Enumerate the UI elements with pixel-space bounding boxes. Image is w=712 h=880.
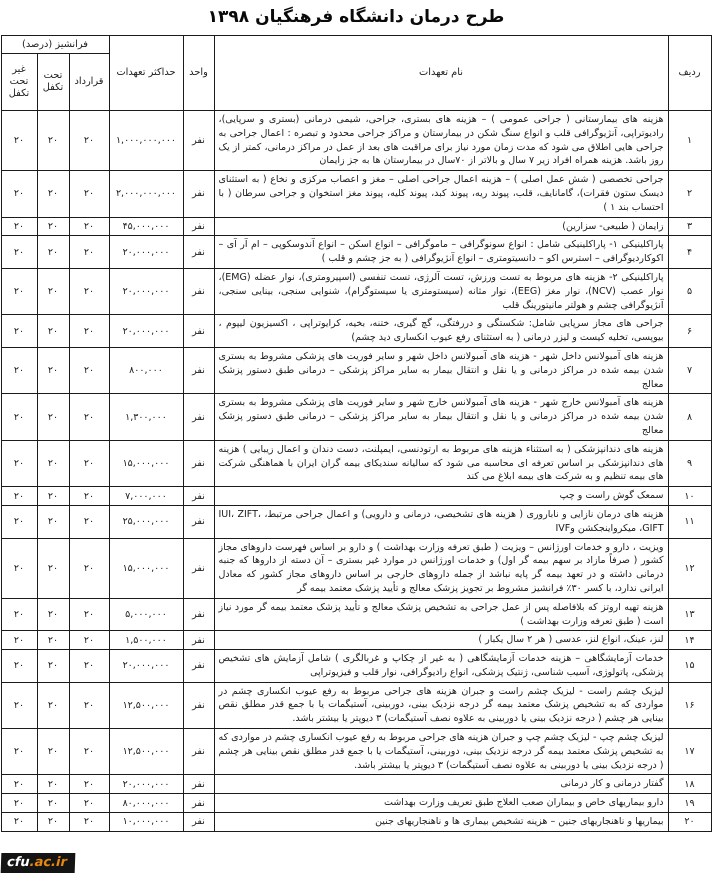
max-amount-cell: ۱۲,۵۰۰,۰۰۰ <box>109 729 183 775</box>
unit-cell: نفر <box>183 171 214 217</box>
table-row <box>1 315 711 348</box>
header-commitment-name: نام تعهدات <box>214 36 668 111</box>
commitment-text-cell: هزینه های بیمارستانی ( جراحی عمومی ) – هزینه های بستری، جراحی، شیمی درمانی (بستری و سرپایی)، رادیوتراپی، آنژیوگرافی قلب و انواع سنگ شکن در بیمارستان و مراکز جراحی محدود و تبصره : اعمال جراحی به جراحی هایی اطلاق می شود که مدت زمان مورد نیاز برای مراقبت های بعد از عمل در مراکز درمانی، کمتر از یک روز باشد. هزینه همراه افراد زیر ۷ سال و بالاتر از ۷۰سال در بیمارستان ها به جز زایمان <box>214 111 668 171</box>
contract-franchise-cell: ۲۰ <box>69 682 109 728</box>
commitment-text-cell: زایمان ( طبیعی- سزارین) <box>214 217 668 236</box>
page-title: طرح درمان دانشگاه فرهنگیان ۱۳۹۸ <box>207 7 505 27</box>
covered-franchise-cell: ۲۰ <box>37 171 69 217</box>
uncovered-franchise-cell: ۲۰ <box>1 650 37 683</box>
uncovered-franchise-cell: ۲۰ <box>1 315 37 348</box>
covered-franchise-cell: ۲۰ <box>37 650 69 683</box>
contract-franchise-cell: ۲۰ <box>69 598 109 631</box>
contract-franchise-cell: ۲۰ <box>69 347 109 393</box>
row-index-cell: ۱۴ <box>668 631 711 650</box>
table-row <box>1 487 711 506</box>
row-index-cell: ۱۵ <box>668 650 711 683</box>
max-amount-cell: ۱۵,۰۰۰,۰۰۰ <box>109 538 183 598</box>
commitment-text-cell: هزینه های آمبولانس داخل شهر - هزینه های آمبولانس داخل شهر و سایر فوریت های پزشکی مشروط به بستری شدن بیمه شده در مراکز درمانی و یا نقل و انتقال بیمار به سایر مراکز پزشکی – درمانی طبق دستور پزشک معالج <box>214 347 668 393</box>
row-index-cell: ۱۶ <box>668 682 711 728</box>
covered-franchise-cell: ۲۰ <box>37 631 69 650</box>
watermark-text-cfu: cfu <box>6 855 30 870</box>
covered-franchise-cell: ۲۰ <box>37 347 69 393</box>
unit-cell: نفر <box>183 813 214 832</box>
unit-cell: نفر <box>183 347 214 393</box>
table-row <box>1 111 711 171</box>
header-uncovered: غیر تحت تکفل <box>1 54 37 111</box>
table-row <box>1 268 711 314</box>
commitment-text-cell: لنز، عینک، انواع لنز، عدسی ( هر ۲ سال یکبار ) <box>214 631 668 650</box>
contract-franchise-cell: ۲۰ <box>69 813 109 832</box>
covered-franchise-cell: ۲۰ <box>37 598 69 631</box>
max-amount-cell: ۱,۵۰۰,۰۰۰ <box>109 631 183 650</box>
contract-franchise-cell: ۲۰ <box>69 538 109 598</box>
max-amount-cell: ۱۲,۵۰۰,۰۰۰ <box>109 682 183 728</box>
uncovered-franchise-cell: ۲۰ <box>1 505 37 538</box>
row-index-cell: ۹ <box>668 440 711 486</box>
contract-franchise-cell: ۲۰ <box>69 236 109 269</box>
commitment-text-cell: پاراکلینیکی ۱- پاراکلینیکی شامل : انواع سونوگرافی – ماموگرافی – انواع اسکن – انواع آندوسکوپی – ام آر آی – اکوکاردیوگرافی – استرس اکو – دانسیتومتری – انواع آنژیوگرافی ( به جز چشم و قلب ) <box>214 236 668 269</box>
row-index-cell: ۱۸ <box>668 775 711 794</box>
unit-cell: نفر <box>183 487 214 506</box>
contract-franchise-cell: ۲۰ <box>69 394 109 440</box>
header-covered: تحت تکفل <box>37 54 69 111</box>
uncovered-franchise-cell: ۲۰ <box>1 171 37 217</box>
unit-cell: نفر <box>183 775 214 794</box>
table-row <box>1 217 711 236</box>
unit-cell: نفر <box>183 440 214 486</box>
row-index-cell: ۱۷ <box>668 729 711 775</box>
table-row <box>1 729 711 775</box>
uncovered-franchise-cell: ۲۰ <box>1 268 37 314</box>
covered-franchise-cell: ۲۰ <box>37 505 69 538</box>
unit-cell: نفر <box>183 268 214 314</box>
max-amount-cell: ۲۰,۰۰۰,۰۰۰ <box>109 315 183 348</box>
table-row <box>1 650 711 683</box>
unit-cell: نفر <box>183 111 214 171</box>
max-amount-cell: ۸۰,۰۰۰,۰۰۰ <box>109 794 183 813</box>
unit-cell: نفر <box>183 236 214 269</box>
commitment-text-cell: لیزیک چشم راست - لیزیک چشم راست و جبران هزینه های جراحی مربوط به رفع عیوب انکساری چشم در مواردی که به تشخیص پزشک معتمد بیمه گر درجه نزدیک بینی، دوربینی، آستیگمات یا با جمع قدر مطلق نقص بینایی هر چشم ( درجه نزدیک بینی یا دوربینی به علاوه نصف آستیگمات) ۳ دیوپتر یا بیشتر باشد. <box>214 682 668 728</box>
row-index-cell: ۶ <box>668 315 711 348</box>
commitment-text-cell: جراحی تخصصی ( شش عمل اصلی ) – هزینه اعمال جراحی اصلی – مغز و اعصاب مرکزی و نخاع ( به استثنای دیسک ستون فقرات)، گامانایف، قلب، پیوند ریه، پیوند کبد، پیوند کلیه، پیوند مغز استخوان و جراحی سرطان ( با احتساب بند ۱ ) <box>214 171 668 217</box>
contract-franchise-cell: ۲۰ <box>69 505 109 538</box>
row-index-cell: ۳ <box>668 217 711 236</box>
watermark-text-acir: .ac.ir <box>29 855 68 870</box>
max-amount-cell: ۵,۰۰۰,۰۰۰ <box>109 598 183 631</box>
commitment-text-cell: هزینه های دندانپزشکی ( به استثناء هزینه های مربوط به ارتودنسی، ایمپلنت، دست دندان و اعمال زیبایی ) هزینه های دندانپزشکی بر اساس تعرفه ای محاسبه می شود که سالیانه سندیکای بیمه گران ایران با هماهنگی شرکت های بیمه تنظیم و به شرکت های بیمه ابلاغ می کند <box>214 440 668 486</box>
max-amount-cell: ۲۰,۰۰۰,۰۰۰ <box>109 268 183 314</box>
row-index-cell: ۱۱ <box>668 505 711 538</box>
max-amount-cell: ۲۵,۰۰۰,۰۰۰ <box>109 505 183 538</box>
covered-franchise-cell: ۲۰ <box>37 729 69 775</box>
contract-franchise-cell: ۲۰ <box>69 729 109 775</box>
uncovered-franchise-cell: ۲۰ <box>1 631 37 650</box>
max-amount-cell: ۱,۳۰۰,۰۰۰ <box>109 394 183 440</box>
contract-franchise-cell: ۲۰ <box>69 217 109 236</box>
contract-franchise-cell: ۲۰ <box>69 171 109 217</box>
contract-franchise-cell: ۲۰ <box>69 440 109 486</box>
row-index-cell: ۷ <box>668 347 711 393</box>
cfu-watermark <box>1 853 76 873</box>
uncovered-franchise-cell: ۲۰ <box>1 538 37 598</box>
table-row <box>1 813 711 832</box>
max-amount-cell: ۲۰,۰۰۰,۰۰۰ <box>109 775 183 794</box>
table-row <box>1 171 711 217</box>
max-amount-cell: ۲,۰۰۰,۰۰۰,۰۰۰ <box>109 171 183 217</box>
uncovered-franchise-cell: ۲۰ <box>1 487 37 506</box>
uncovered-franchise-cell: ۲۰ <box>1 775 37 794</box>
covered-franchise-cell: ۲۰ <box>37 775 69 794</box>
covered-franchise-cell: ۲۰ <box>37 794 69 813</box>
header-franchise-group: فرانشیز (درصد) <box>1 36 109 54</box>
uncovered-franchise-cell: ۲۰ <box>1 598 37 631</box>
table-row <box>1 394 711 440</box>
commitment-text-cell: هزینه های درمان نازایی و ناباروری ( هزینه های تشخیصی، درمانی و دارویی) و اعمال جراحی مرتبط، IUI، ZIFT، GIFT، میکرواینجکشن وIVF <box>214 505 668 538</box>
table-row <box>1 631 711 650</box>
uncovered-franchise-cell: ۲۰ <box>1 111 37 171</box>
table-row <box>1 794 711 813</box>
uncovered-franchise-cell: ۲۰ <box>1 682 37 728</box>
row-index-cell: ۱۰ <box>668 487 711 506</box>
table-row <box>1 440 711 486</box>
table-row <box>1 775 711 794</box>
contract-franchise-cell: ۲۰ <box>69 268 109 314</box>
uncovered-franchise-cell: ۲۰ <box>1 729 37 775</box>
unit-cell: نفر <box>183 631 214 650</box>
row-index-cell: ۱ <box>668 111 711 171</box>
row-index-cell: ۱۲ <box>668 538 711 598</box>
row-index-cell: ۴ <box>668 236 711 269</box>
covered-franchise-cell: ۲۰ <box>37 268 69 314</box>
table-row <box>1 505 711 538</box>
max-amount-cell: ۲۰,۰۰۰,۰۰۰ <box>109 236 183 269</box>
commitment-text-cell: بیماریها و ناهنجاریهای جنین – هزینه تشخیص بیماری ها و ناهنجاریهای جنین <box>214 813 668 832</box>
covered-franchise-cell: ۲۰ <box>37 394 69 440</box>
covered-franchise-cell: ۲۰ <box>37 111 69 171</box>
header-row-number: ردیف <box>668 36 711 111</box>
unit-cell: نفر <box>183 505 214 538</box>
table-row <box>1 538 711 598</box>
header-max-commitment: حداکثر تعهدات <box>109 36 183 111</box>
header-contract: قرارداد <box>69 54 109 111</box>
commitment-text-cell: دارو بیماریهای خاص و بیماران صعب العلاج طبق تعریف وزارت بهداشت <box>214 794 668 813</box>
header-unit: واحد <box>183 36 214 111</box>
max-amount-cell: ۴۵,۰۰۰,۰۰۰ <box>109 217 183 236</box>
contract-franchise-cell: ۲۰ <box>69 111 109 171</box>
covered-franchise-cell: ۲۰ <box>37 538 69 598</box>
covered-franchise-cell: ۲۰ <box>37 315 69 348</box>
unit-cell: نفر <box>183 217 214 236</box>
unit-cell: نفر <box>183 598 214 631</box>
commitment-text-cell: ویزیت ، دارو و خدمات اورژانس – ویزیت ( طبق تعرفه وزارت بهداشت ) و دارو بر اساس فهرست داروهای مجاز کشور ( صرفاً مازاد بر سهم بیمه گر اول) و خدمات اورژانس در موارد غیر بستری – آن دسته از داروها که جنبه درمانی داشته و در تعهد بیمه گر پایه نباشد از جمله داروهای خارجی بر اساس داروهای مجاز کشور که معادل ایرانی ندارد، با کسر ۳۰٪ فرانشیز مشروط بر تجویز پزشک معالج و تأیید پزشک معتمد بیمه گر <box>214 538 668 598</box>
commitment-text-cell: پاراکلینیکی ۲- هزینه های مربوط به تست ورزش، تست آلرژی، تست تنفسی (اسپیرومتری)، نوار عضله (EMG)، نوار عصب (NCV)، نوار مغز (EEG)، نوار مثانه (سیستومتری یا سیستوگرام)، شنوایی سنجی، بینایی سنجی، آنژیوگرافی چشم و هولتر مانیتورینگ قلب <box>214 268 668 314</box>
row-index-cell: ۵ <box>668 268 711 314</box>
uncovered-franchise-cell: ۲۰ <box>1 394 37 440</box>
commitment-text-cell: خدمات آزمایشگاهی – هزینه خدمات آزمایشگاهی ( به غیر از چکاپ و غربالگری ) شامل آزمایش های تشخیص پزشکی، پاتولوژی، آسیب شناسی، ژنتیک پزشکی، انواع رادیوگرافی، نوار قلب و فیزیوتراپی <box>214 650 668 683</box>
row-index-cell: ۲ <box>668 171 711 217</box>
table-row <box>1 347 711 393</box>
covered-franchise-cell: ۲۰ <box>37 682 69 728</box>
max-amount-cell: ۱۰,۰۰۰,۰۰۰ <box>109 813 183 832</box>
commitment-text-cell: لیزیک چشم چپ - لیزیک چشم چپ و جبران هزینه های جراحی مربوط به رفع عیوب انکساری چشم در مواردی که به تشخیص پزشک معتمد بیمه گر درجه نزدیک بینی، دوربینی، آستیگمات یا با جمع قدر مطلق نقص بینایی هر چشم ( درجه نزدیک بینی یا دوربینی به علاوه نصف آستیگمات) ۳ دیوپتر یا بیشتر باشد. <box>214 729 668 775</box>
commitment-text-cell: هزینه های آمبولانس خارج شهر - هزینه های آمبولانس خارج شهر و سایر فوریت های پزشکی مشروط به بستری شدن بیمه شده در مراکز درمانی و یا نقل و انتقال بیمار به سایر مراکز پزشکی – درمانی طبق دستور پزشک معالج <box>214 394 668 440</box>
unit-cell: نفر <box>183 729 214 775</box>
uncovered-franchise-cell: ۲۰ <box>1 794 37 813</box>
row-index-cell: ۱۹ <box>668 794 711 813</box>
contract-franchise-cell: ۲۰ <box>69 775 109 794</box>
uncovered-franchise-cell: ۲۰ <box>1 236 37 269</box>
contract-franchise-cell: ۲۰ <box>69 487 109 506</box>
unit-cell: نفر <box>183 794 214 813</box>
max-amount-cell: ۱۵,۰۰۰,۰۰۰ <box>109 440 183 486</box>
treatment-plan-table <box>1 35 712 832</box>
contract-franchise-cell: ۲۰ <box>69 794 109 813</box>
contract-franchise-cell: ۲۰ <box>69 315 109 348</box>
uncovered-franchise-cell: ۲۰ <box>1 813 37 832</box>
commitment-text-cell: گفتار درمانی و کار درمانی <box>214 775 668 794</box>
max-amount-cell: ۸۰۰,۰۰۰ <box>109 347 183 393</box>
row-index-cell: ۱۳ <box>668 598 711 631</box>
max-amount-cell: ۱,۰۰۰,۰۰۰,۰۰۰ <box>109 111 183 171</box>
max-amount-cell: ۲۰,۰۰۰,۰۰۰ <box>109 650 183 683</box>
unit-cell: نفر <box>183 394 214 440</box>
contract-franchise-cell: ۲۰ <box>69 650 109 683</box>
covered-franchise-cell: ۲۰ <box>37 487 69 506</box>
uncovered-franchise-cell: ۲۰ <box>1 217 37 236</box>
contract-franchise-cell: ۲۰ <box>69 631 109 650</box>
max-amount-cell: ۷,۰۰۰,۰۰۰ <box>109 487 183 506</box>
row-index-cell: ۲۰ <box>668 813 711 832</box>
covered-franchise-cell: ۲۰ <box>37 440 69 486</box>
unit-cell: نفر <box>183 650 214 683</box>
covered-franchise-cell: ۲۰ <box>37 236 69 269</box>
row-index-cell: ۸ <box>668 394 711 440</box>
uncovered-franchise-cell: ۲۰ <box>1 440 37 486</box>
unit-cell: نفر <box>183 682 214 728</box>
uncovered-franchise-cell: ۲۰ <box>1 347 37 393</box>
commitment-text-cell: جراحی های مجاز سرپایی شامل: شکستگی و دررفتگی، گچ گیری، ختنه، بخیه، کرایوتراپی ، اکسیزیون لیپوم ، بیوپسی، تخلیه کیست و لیزر درمانی ( به استثنای رفع عیوب انکساری دید چشم) <box>214 315 668 348</box>
unit-cell: نفر <box>183 315 214 348</box>
table-row <box>1 682 711 728</box>
covered-franchise-cell: ۲۰ <box>37 813 69 832</box>
table-row <box>1 236 711 269</box>
commitment-text-cell: هزینه تهیه اروتز که بلافاصله پس از عمل جراحی به تشخیص پزشک معالج و تأیید پزشک معتمد بیمه گر مورد نیاز است ( طبق تعرفه وزارت بهداشت ) <box>214 598 668 631</box>
unit-cell: نفر <box>183 538 214 598</box>
commitment-text-cell: سمعک گوش راست و چپ <box>214 487 668 506</box>
table-row <box>1 598 711 631</box>
covered-franchise-cell: ۲۰ <box>37 217 69 236</box>
